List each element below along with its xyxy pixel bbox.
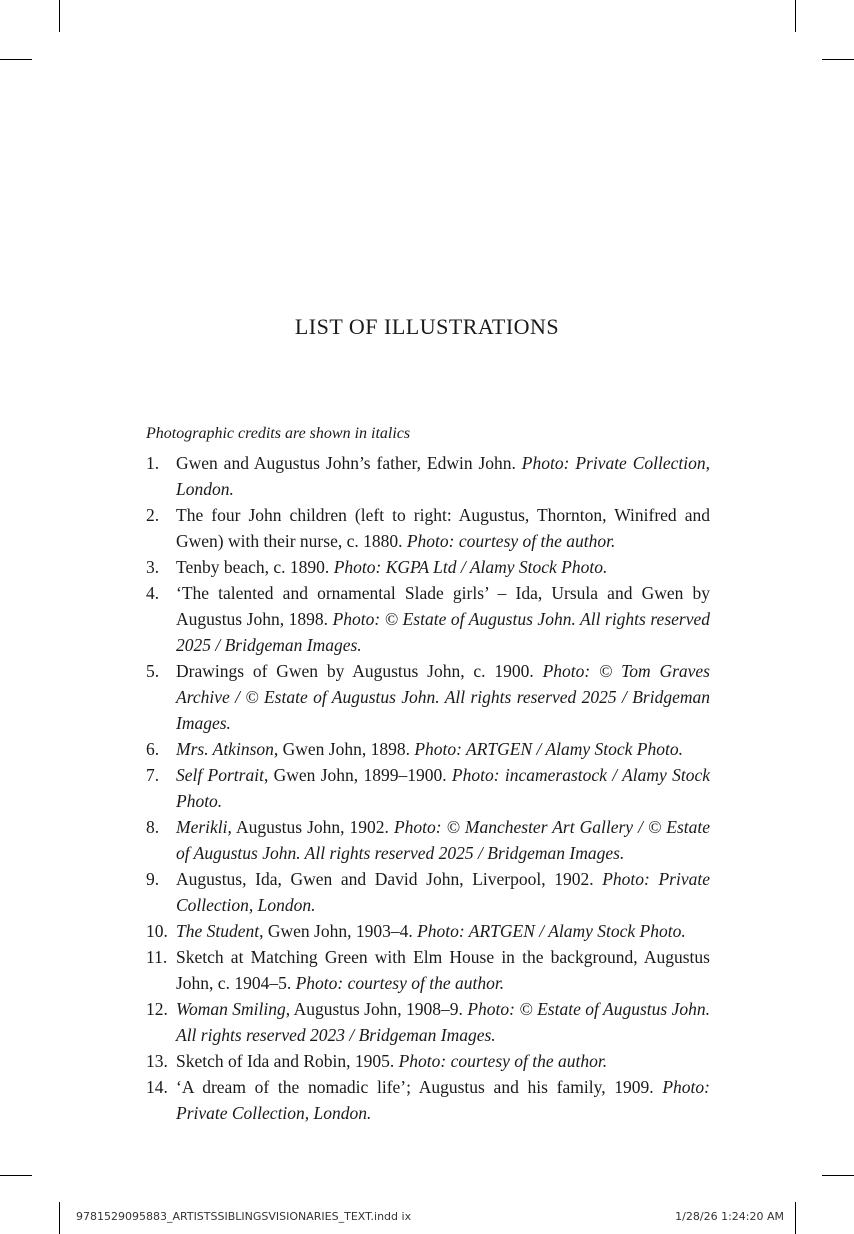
list-item [146, 866, 710, 918]
list-item-number: 5. [146, 661, 160, 681]
plain-text: Sketch at Matching Green with Elm House in the background, Augustus John, c. 1904–5. [176, 947, 710, 993]
crop-mark-top-right-h [822, 59, 854, 60]
list-item-number: 6. [146, 739, 160, 759]
list-item-text [176, 944, 710, 996]
list-item-number: 14. [146, 1077, 168, 1097]
list-item-text [176, 1074, 710, 1126]
plain-text: , Gwen John, 1903–4. [259, 921, 418, 941]
crop-mark-top-left [59, 0, 60, 32]
footer-timestamp: 1/28/26 1:24:20 AM [675, 1210, 784, 1223]
list-item-number: 12. [146, 999, 168, 1019]
italic-text: Mrs. Atkinson [176, 739, 274, 759]
list-item [146, 450, 710, 502]
plain-text: ‘A dream of the nomadic life’; Augustus and his family, 1909. [176, 1077, 663, 1097]
italic-text: Photo: © Estate of Augustus John. All rights reserved 2023 / Bridgeman Images. [176, 999, 710, 1045]
list-item-text [176, 918, 710, 944]
list-item-number: 9. [146, 869, 160, 889]
crop-mark-bottom-left [59, 1202, 60, 1234]
list-item-number: 13. [146, 1051, 168, 1071]
crop-mark-bottom-right [795, 1202, 796, 1234]
list-item-number: 10. [146, 921, 168, 941]
italic-text: Photo: courtesy of the author. [398, 1051, 608, 1071]
credits-note: Photographic credits are shown in italics [146, 425, 411, 442]
list-item-text [176, 502, 710, 554]
list-item-text [176, 736, 710, 762]
italic-text: Merikli [176, 817, 228, 837]
crop-mark-top-left-h [0, 59, 32, 60]
list-item-text [176, 814, 710, 866]
list-item [146, 658, 710, 736]
plain-text: Augustus, Ida, Gwen and David John, Liverpool, 1902. [176, 869, 603, 889]
list-item-text [176, 996, 710, 1048]
plain-text: Gwen and Augustus John’s father, Edwin John. [176, 453, 522, 473]
plain-text: Sketch of Ida and Robin, 1905. [176, 1051, 399, 1071]
list-item [146, 554, 710, 580]
list-item [146, 944, 710, 996]
plain-text: The four John children (left to right: Augustus, Thornton, Winifred and Gwen) with their nurse, c. 1880. [176, 505, 710, 551]
italic-text: Photo: Private Collection, London. [176, 453, 710, 499]
italic-text: Self Portrait [176, 765, 264, 785]
list-item-text [176, 580, 710, 658]
italic-text: Photo: courtesy of the author. [295, 973, 505, 993]
list-item-text [176, 866, 710, 918]
list-item-number: 7. [146, 765, 160, 785]
list-item-number: 11. [146, 947, 168, 967]
plain-text: , Gwen John, 1899–1900. [263, 765, 452, 785]
list-item-number: 1. [146, 453, 160, 473]
crop-mark-bottom-left-h [0, 1175, 32, 1176]
list-item-number: 8. [146, 817, 160, 837]
list-item [146, 736, 710, 762]
plain-text: , Augustus John, 1902. [227, 817, 394, 837]
crop-mark-bottom-right-h [822, 1175, 854, 1176]
list-item [146, 996, 710, 1048]
italic-text: Photo: Private Collection, London. [176, 869, 710, 915]
italic-text: Photo: courtesy of the author. [406, 531, 616, 551]
list-item [146, 762, 710, 814]
list-item [146, 918, 710, 944]
italic-text: Woman Smiling [176, 999, 286, 1019]
italic-text: Photo: © Tom Graves Archive / © Estate of Augustus John. All rights reserved 2025 / Bridgeman Images. [176, 661, 710, 733]
list-item-text [176, 554, 710, 580]
plain-text: , Gwen John, 1898. [273, 739, 415, 759]
italic-text: Photo: © Manchester Art Gallery / © Estate of Augustus John. All rights reserved 2025 / Bridgeman Images. [176, 817, 710, 863]
italic-text: Photo: KGPA Ltd / Alamy Stock Photo. [333, 557, 608, 577]
plain-text: , Augustus John, 1908–9. [285, 999, 468, 1019]
plain-text: Drawings of Gwen by Augustus John, c. 1900. [176, 661, 543, 681]
footer-file-info: 9781529095883_ARTISTSSIBLINGSVISIONARIES_TEXT.indd ix [76, 1210, 412, 1223]
plain-text: Tenby beach, c. 1890. [176, 557, 334, 577]
illustrations-list [146, 450, 710, 1126]
list-item-number: 4. [146, 583, 160, 603]
italic-text: Photo: incamerastock / Alamy Stock Photo. [176, 765, 710, 811]
page-title: LIST OF ILLUSTRATIONS [294, 314, 560, 339]
list-item-text [176, 1048, 710, 1074]
list-item [146, 1048, 710, 1074]
list-item [146, 502, 710, 554]
italic-text: Photo: ARTGEN / Alamy Stock Photo. [414, 739, 683, 759]
list-item [146, 1074, 710, 1126]
list-item-number: 3. [146, 557, 160, 577]
list-item-text [176, 450, 710, 502]
list-item-number: 2. [146, 505, 160, 525]
list-item-text [176, 658, 710, 736]
plain-text: ‘The talented and ornamental Slade girls’ – Ida, Ursula and Gwen by Augustus John, 1898. [176, 583, 710, 629]
list-item [146, 814, 710, 866]
italic-text: Photo: © Estate of Augustus John. All rights reserved 2025 / Bridgeman Images. [176, 609, 711, 655]
italic-text: Photo: ARTGEN / Alamy Stock Photo. [417, 921, 686, 941]
italic-text: The Student [176, 921, 260, 941]
list-item-text [176, 762, 710, 814]
list-item [146, 580, 710, 658]
italic-text: Photo: Private Collection, London. [176, 1077, 710, 1123]
crop-mark-top-right [795, 0, 796, 32]
